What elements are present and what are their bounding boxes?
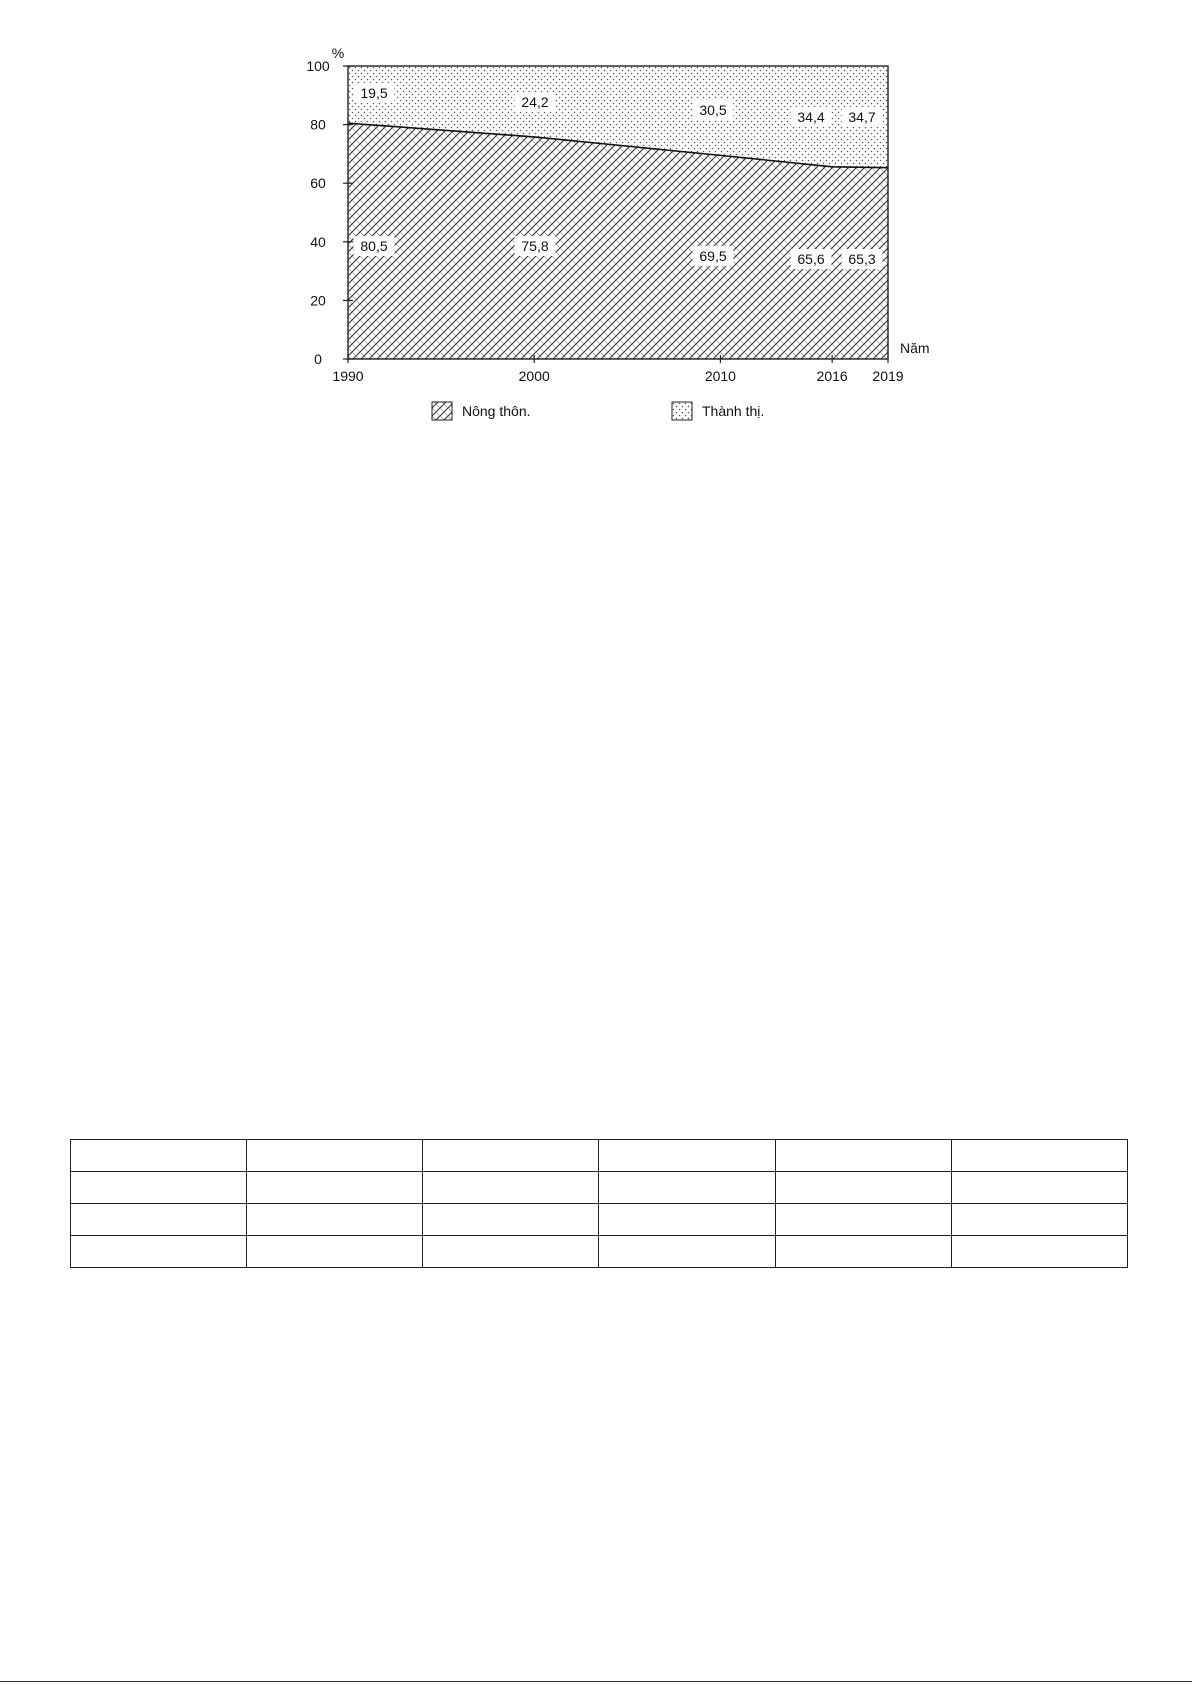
- y-tick-label: 60: [310, 175, 326, 192]
- y-tick-label: 40: [310, 233, 326, 250]
- table-cell: [599, 1172, 775, 1204]
- table-cell: [775, 1236, 951, 1268]
- data-table: [70, 1139, 1128, 1268]
- data-label-nong-thon: 65,6: [797, 251, 825, 267]
- table-cell: [423, 1140, 599, 1172]
- x-tick-label: 2016: [816, 368, 848, 384]
- table-cell: [423, 1236, 599, 1268]
- table-cell: [951, 1204, 1127, 1236]
- table-cell: [71, 1236, 247, 1268]
- table-row: [71, 1172, 1128, 1204]
- table-cell: [247, 1236, 423, 1268]
- x-tick-label: 2010: [704, 368, 736, 384]
- x-axis-label: Năm: [900, 340, 930, 356]
- y-tick-label: 20: [310, 292, 326, 309]
- x-tick-label: 2000: [518, 368, 550, 384]
- table-cell: [775, 1140, 951, 1172]
- data-label-thanh-thi: 19,5: [360, 85, 388, 101]
- y-tick-label: 80: [310, 116, 326, 133]
- data-label-thanh-thi: 34,4: [797, 109, 825, 125]
- table-cell: [951, 1236, 1127, 1268]
- table-cell: [247, 1172, 423, 1204]
- table-cell: [599, 1140, 775, 1172]
- y-tick-label: 100: [306, 58, 330, 74]
- table-cell: [951, 1140, 1127, 1172]
- table-cell: [247, 1204, 423, 1236]
- y-axis-label: %: [331, 45, 345, 61]
- table-cell: [71, 1172, 247, 1204]
- data-label-thanh-thi: 34,7: [848, 109, 876, 125]
- data-label-thanh-thi: 24,2: [521, 94, 549, 110]
- data-label-nong-thon: 69,5: [699, 248, 727, 264]
- table-cell: [247, 1140, 423, 1172]
- table-row: [71, 1140, 1128, 1172]
- x-tick-label: 1990: [332, 368, 364, 384]
- legend-thanh-thi-label: Thành thị.: [702, 403, 765, 419]
- table-cell: [71, 1140, 247, 1172]
- data-label-thanh-thi: 30,5: [699, 102, 727, 118]
- legend-nong-thon-label: Nông thôn.: [462, 403, 531, 419]
- page-bottom-rule: [0, 1681, 1192, 1682]
- data-label-nong-thon: 80,5: [360, 238, 388, 254]
- table-cell: [71, 1204, 247, 1236]
- table-cell: [599, 1204, 775, 1236]
- table-cell: [423, 1204, 599, 1236]
- legend-nong-thon-swatch: [432, 402, 452, 420]
- data-label-nong-thon: 65,3: [848, 251, 876, 267]
- table-cell: [951, 1172, 1127, 1204]
- chart-svg: [0, 0, 1192, 440]
- table-row: [71, 1204, 1128, 1236]
- area-chart: [0, 0, 1192, 440]
- legend-thanh-thi-swatch: [672, 402, 692, 420]
- table-row: [71, 1236, 1128, 1268]
- table-cell: [599, 1236, 775, 1268]
- table-cell: [423, 1172, 599, 1204]
- table-cell: [775, 1172, 951, 1204]
- y-tick-label: 0: [314, 351, 322, 367]
- x-tick-label: 2019: [872, 368, 904, 384]
- table-cell: [775, 1204, 951, 1236]
- data-label-nong-thon: 75,8: [521, 238, 549, 254]
